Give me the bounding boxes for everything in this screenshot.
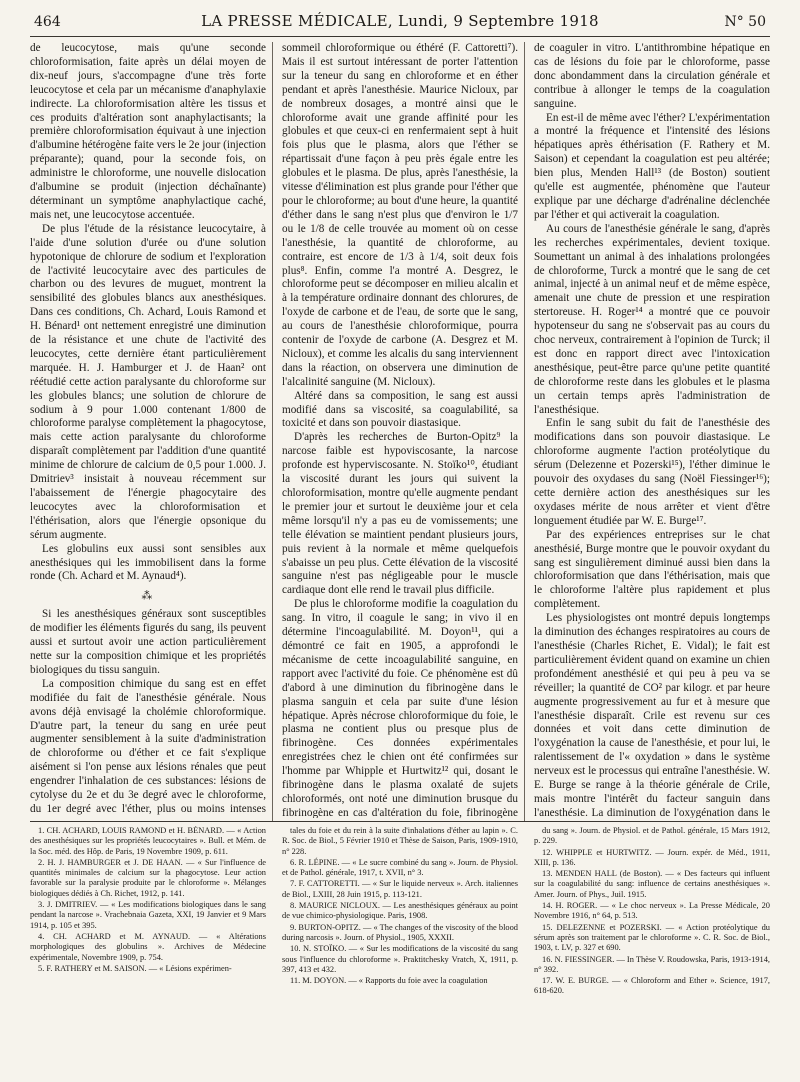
page-header	[30, 12, 770, 34]
header-rule	[30, 36, 770, 37]
paragraph: De plus le chloroforme modifie la coagulation du sang. In vitro, il coagule le sang; in vivo il en détermine l'incoagulabilité. M. Doyon¹¹, qui a démontré ce fait en 1905, a approfondi le mécanisme de cette incoagulabilité sanguine, en rapport avec l'activité du foie. Ce phénomène est dû d'abord à une diminution du fibrinogène dans le plasma sanguin et cela par suite d'une lésion hépatique. Après nécrose chloroformique du foie, le plasma ne contient plus ou presque plus de fibrinogène. Ces données expérimentales enregistrées chez le chien ont été confirmées sur l'homme par Whipple et Hurtwitz¹² qui, dosant le fibrinogène dans le plasma oxalaté de sujets chloroformés, ont noté une diminution brusque du fibrinogène en cas d'altération du foie, fibrinogène	[282, 598, 518, 818]
paragraph: de leucocytose, mais qu'une seconde chloroformisation, faite après un délai moyen de dix-neuf jours, s'accompagne d'une très forte leucocytose et cela par un mécanisme d'anaphylaxie indirecte. La chloroformisation altère les tissus et ces produits d'altération sont anaphylactisants; la première chloroformisation équivaut à une injection d'albumine hétérogène faite vers le 2e jour (injection préparante); quand, pour la seconde fois, on administre le chloroforme, une nouvelle dislocation d'albumine se produit (injection déchaînante) déterminant un symptôme anaphylactique caché, mais net, une leucocytose accentuée.	[30, 42, 266, 221]
paragraph: sommeil chloroformique ou éthéré (F. Cattoretti⁷). Mais il est surtout intéressant de porter l'attention sur la teneur du sang en chloroforme et en éther pendant et après l'anesthésie. Maurice Nicloux, par de nombreux dosages, a montré ainsi que le chloroforme avait une grande affinité pour les globules et que ceux-ci en renfermaient sept à huit fois plus que le plasma, alors que l'éther se répartissait d'une façon à peu près égale entre les globules et le plasma. De plus, après l'anesthésie, la vitesse d'élimination est plus grande pour l'éther que pour le chloroforme; au bout d'une heure, la quantité d'éther dans le sang n'est plus que d'environ le 1/7 ou le 1/8 de celle trouvée au moment où on cesse l'anesthésie, la quantité de chloroforme, au contraire, est encore de 1/3 à 1/4, soit deux fois plus⁸. Enfin, comme l'a montré A. Desgrez, le chloroforme peut se décomposer en milieu alcalin et à la température ordinaire donnant des chlorures, de l'oxyde de carbone et de l'eau, de sorte que le sang, au cours de l'anesthésie chloroformique, pourra contenir de l'oxyde de carbone (A. Desgrez et M. Nicloux), et comme les alcalis du sang interviennent dans la réaction, on observera une diminution de l'alcalinité sanguine (M. Nicloux).	[282, 42, 518, 388]
paragraph: Les physiologistes ont montré depuis longtemps la diminution des échanges respiratoires au cours de l'anesthésie (Charles Richet, E. Vidal); le fait est particulièrement évident quand on examine un chien profondément anesthésié et qui peu à peu va se réveiller; la quantité de CO² par kilogr. et par heure augmente progressivement au fur et à mesure que l'anesthésie disparaît. Crile est revenu sur ces données et voit dans cette diminution de l'oxygénation la cause de l'anesthésie, et pour lui, le ralentissement de l'« oxydation » dans le système nerveux est le processus qui entraîne l'anesthésie. W. E. Burge se range à la théorie générale de Crile, mais montre l'intérêt du facteur sanguin dans l'anesthésie. La diminution de l'oxygénation dans le	[534, 612, 770, 818]
footnote: 12. WHIPPLE et HURTWITZ. — Journ. expér. de Méd., 1911, XIII, p. 136.	[534, 847, 770, 867]
paragraph: La composition chimique du sang est en effet modifiée du fait de l'anesthésie générale. Nous avons déjà envisagé la cholémie chloroformique. D'autre part, la teneur du sang en urée peut augmenter sensiblement à la suite d'administration de chloroforme ou d'éther et ce fait s'explique aisément si l'on pense aux lésions rénales que peut engendrer l'inhalation de ces substances: lésions de cytolyse du 2e et du 3e degré avec le chloroforme, du 1er degré avec l'éther, plus ou moins intenses	[30, 677, 266, 815]
footnote: 14. H. ROGER. — « Le choc nerveux ». La Presse Médicale, 20 Novembre 1916, n° 64, p. 513.	[534, 901, 770, 921]
footnote: 1. CH. ACHARD, LOUIS RAMOND et H. BÉNARD. — « Action des anesthésiques sur les propriétés leucocytaires ». Bull. et Mém. de la Soc. méd. des Hôp. de Paris, 19 Novembre 1909, p. 611.	[30, 826, 266, 856]
footnote: 13. MENDEN HALL (de Boston). — « Des facteurs qui influent sur la coagulabilité du sang: influence de certains anesthésiques ». Amer. Journ. of Phys., Juil. 1915.	[534, 869, 770, 899]
footnote: 16. N. FIESSINGER. — In Thèse V. Roudowska, Paris, 1913-1914, n° 392.	[534, 954, 770, 974]
footnote: 4. CH. ACHARD et M. AYNAUD. — « Altérations morphologiques des globulins ». Archives de Médecine expérimentale, Novembre 1909, p. 754.	[30, 931, 266, 962]
footnote: 6. R. LÉPINE. — « Le sucre combiné du sang ». Journ. de Physiol. et de Pathol. générale, 1917, t. XVII, n° 3.	[282, 857, 518, 878]
section-separator: ⁂	[141, 590, 155, 603]
footnote: du sang ». Journ. de Physiol. et de Pathol. générale, 15 Mars 1912, p. 229.	[534, 826, 770, 846]
footnote: 8. MAURICE NICLOUX. — Les anesthésiques généraux au point de vue chimico-physiologique. Paris, 1908.	[282, 901, 518, 921]
footnotes-column-3	[534, 826, 770, 1076]
footnote: 15. DELEZENNE et POZERSKI. — « Action protéolytique du sérum après son traitement par le chloroforme ». C. R. Soc. de Biol., 1903, t. LV, p. 327 et 690.	[534, 922, 770, 953]
footnote: 3. J. DMITRIEV. — « Les modifications biologiques dans le sang pendant la narcose ». Vrachebnaia Gazeta, XXI, 19 Janvier et 9 Mars 1914, p. 105 et 395.	[30, 900, 266, 930]
article-column-1	[30, 42, 266, 818]
footnote: 9. BURTON-OPITZ. — « The changes of the viscosity of the blood during narcosis ». Journ. of Physiol., 1905, XXXII.	[282, 922, 518, 942]
footnote: 7. F. CATTORETTI. — « Sur le liquide nerveux ». Arch. italiennes de Biol., LXIII, 28 Juin 1915, p. 113-121.	[282, 879, 518, 899]
issue-number: N° 50	[724, 14, 766, 30]
journal-title: LA PRESSE MÉDICALE, Lundi, 9 Septembre 1918	[201, 12, 599, 30]
article-column-2	[282, 42, 518, 818]
footnote: 5. F. RATHERY et M. SAISON. — « Lésions expérimen-	[38, 963, 232, 973]
footnote: 10. N. STOÏKO. — « Sur les modifications de la viscosité du sang sous l'influence du chloroforme ». Praktitchesky Vratch, X, 1911, p. 397, 413 et 432.	[282, 944, 518, 974]
footnotes-column-2	[282, 826, 518, 1076]
footnote-rule	[30, 821, 770, 822]
paragraph: Enfin le sang subit du fait de l'anesthésie des modifications dans son pouvoir diastasique. Le chloroforme augmente l'action protéolytique du sérum (Delezenne et Pozerski¹⁵), l'éther diminue le pouvoir des oxydases du sang (Noël Fiessinger¹⁶); cette dernière action des anesthésiques sur les oxydases mérite de nous arrêter et vient d'être longuement étudiée par W. E. Burge¹⁷.	[534, 417, 770, 527]
paragraph: Les globulins eux aussi sont sensibles aux anesthésiques qui les immobilisent dans la forme ronde (Ch. Achard et M. Aynaud⁴).	[30, 542, 266, 583]
column-divider	[272, 42, 273, 822]
footnote: 11. M. DOYON. — « Rapports du foie avec la coagulation	[290, 976, 488, 986]
paragraph: D'après les recherches de Burton-Opitz⁹ la narcose faible est hypoviscosante, la narcose profonde est hyperviscosante. N. Stoïko¹⁰, étudiant la viscosité durant les jours qui suivent la chloroformisation, montre qu'elle augmente pendant le premier jour et surtout le deuxième jour et cela même lorsqu'il n'y a pas eu de vomissements; une telle élévation se maintient pendant plusieurs jours, puis revient à la normale et même quelquefois s'abaisse un peu plus. Cette élévation de la viscosité sanguine n'est pas négligeable pour le muscle cardiaque dont elle rend le travail plus difficile.	[282, 431, 518, 597]
paragraph: de coaguler in vitro. L'antithrombine hépatique en cas de lésions du foie par le chloroforme, passe donc abondamment dans la circulation générale et contribue à allonger le temps de la coagulation sanguine.	[534, 42, 770, 110]
article-column-3	[534, 42, 770, 818]
paragraph: De plus l'étude de la résistance leucocytaire, à l'aide d'une solution d'urée ou d'une solution hypotonique de chlorure de sodium et l'exploration de l'activité leucocytaire avec des particules de charbon ou des levures de muguet, montrent la sensibilité des globules blancs aux anesthésiques. Dans ces conditions, Ch. Achard, Louis Ramond et H. Bénard¹ ont nettement enregistré une diminution de la résistance et une chute de l'activité des leucocytes, cette dernière étant particulièrement marquée. H. J. Hamburger et J. de Haan² ont réétudié cette action paralysante du chloroforme sur les globules blancs; une solution de chlorure de sodium à 9 pour 1.000 contenant 1/800 de chloroforme paralyse complètement la phagocytose, mais cette action paralysante du chloroforme disparaît complètement par l'addition d'une quantité minime de chlorure de calcium de 0,5 pour 1.000. J. Dmitriev³ insistait à nouveau récemment sur l'abaissement de l'énergie phagocytaire des leucocytes avec la chloroformisation et l'éthérisation, alors que l'énergie opsonique du sérum augmente.	[30, 222, 266, 541]
paragraph: En est-il de même avec l'éther? L'expérimentation a montré la fréquence et l'intensité des lésions hépatiques après éthérisation (F. Rathery et M. Saison) et cependant la coagulation est peu altérée; bien plus, Menden Hall¹³ (de Boston) soutient qu'elle est augmentée, phénomène que l'auteur explique par une décharge d'adrénaline déclenchée par l'éther et qui activerait la coagulation.	[534, 111, 770, 221]
footnote: 17. W. E. BURGE. — « Chloroform and Ether ». Science, 1917, 618-620.	[534, 976, 770, 996]
paragraph: Au cours de l'anesthésie générale le sang, d'après les recherches expérimentales, devient toxique. Soumettant un animal à des inhalations prolongées de chloroforme, Turck a montré que le sang de cet animal, injecté à un animal neuf et de même espèce, amenait une chute de pression et une respiration stertoreuse. H. Roger¹⁴ a montré que ce pouvoir hypotenseur du sang ne s'observait pas au cours du choc nerveux, contrairement à l'opinion de Turck; il est donc en rapport direct avec l'intoxication anesthésique, peut-être parce qu'une petite quantité de chloroforme reste dans les globules et le plasma un certain temps après l'administration de l'anesthésique.	[534, 222, 770, 416]
footnote: tales du foie et du rein à la suite d'inhalations d'éther au lapin ». C. R. Soc. de Biol., 5 Février 1910 et Thèse de Saison, Paris, 1909-1910, n° 228.	[282, 826, 518, 856]
page-number: 464	[34, 14, 61, 30]
paragraph: Si les anesthésiques généraux sont susceptibles de modifier les éléments figurés du sang, ils peuvent aussi et surtout avoir une action particulièrement nette sur la composition chimique et les propriétés biologiques du tissu sanguin.	[30, 608, 266, 676]
paragraph: Par des expériences entreprises sur le chat anesthésié, Burge montre que le pouvoir oxydant du sang est singulièrement diminué aussi bien dans la chloroformisation que dans l'éthérisation, mais que le chloroforme l'altère plus rapidement et plus complètement.	[534, 528, 770, 611]
footnote: 2. H. J. HAMBURGER et J. DE HAAN. — « Sur l'influence de quantités minimales de calcium sur la phagocytose. Leur action favorable sur la paralysie produite par le chloroforme ». Mélanges biologiques dédiés à Ch. Richet, 1912, p. 141.	[30, 857, 266, 898]
column-divider	[524, 42, 525, 822]
paragraph: Altéré dans sa composition, le sang est aussi modifié dans sa viscosité, sa coagulabilité, sa toxicité et dans son pouvoir diastasique.	[282, 389, 518, 430]
footnotes-column-1	[30, 826, 266, 1076]
